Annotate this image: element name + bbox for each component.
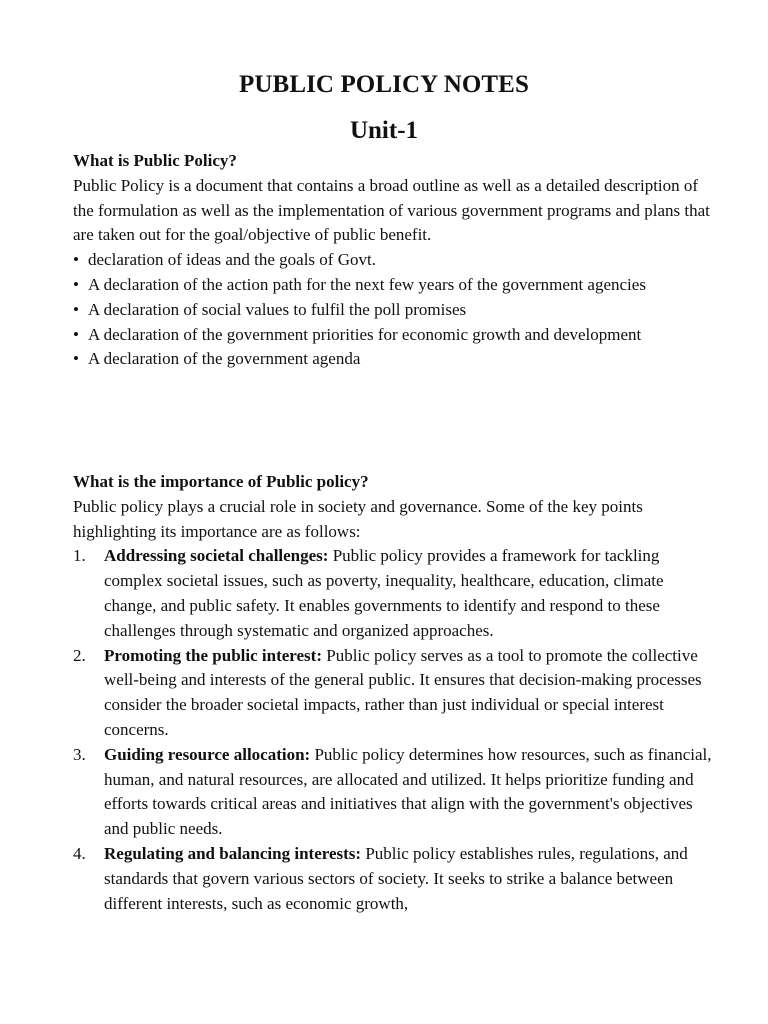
page-title: PUBLIC POLICY NOTES [239,71,529,98]
item-number: 3. [73,744,86,764]
declaration-list [73,248,713,372]
numbered-item [73,544,713,643]
list-item [73,323,713,348]
list-item-text: A declaration of the government priorities for economic growth and development [88,324,642,344]
list-item-text: A declaration of social values to fulfil the poll promises [88,299,467,319]
list-item [73,347,713,372]
item-number: 1. [73,546,86,566]
item-number: 4. [73,843,86,863]
bullet-icon: • [73,250,79,270]
unit-title: Unit-1 [349,117,419,144]
definition-paragraph: Public Policy is a document that contains a broad outline as well as a detailed description of the formulation as well as the implementation of various government programs and plans that are taken out for the goal/objective of public benefit. [73,175,710,245]
numbered-item [73,842,713,916]
item-text: Public policy serves as a tool to promote the collective well-being and interests of the general public. It ensures that decision-making processes consider the broader societal impacts, rather than just individual or special interest concerns. [104,645,702,739]
section-heading: What is Public Policy? [73,151,237,170]
list-item [73,273,713,298]
numbered-item [73,644,713,743]
list-item-text: A declaration of the action path for the next few years of the government agencies [88,274,646,294]
section-what-is-public-policy [73,149,713,372]
item-title: Promoting the public interest: [104,645,322,665]
list-item-text: declaration of ideas and the goals of Govt. [88,250,376,270]
numbered-item [73,743,713,842]
item-title: Guiding resource allocation: [104,744,311,764]
section-importance-of-public-policy [73,470,713,916]
item-text: Public policy determines how resources, such as financial, human, and natural resources, are allocated and utilized. It helps prioritize funding and efforts towards critical areas and initiatives that align with the government's objectives and public needs. [104,744,712,839]
list-item-text: A declaration of the government agenda [88,349,361,369]
importance-list [73,544,713,916]
bullet-icon: • [73,324,79,344]
item-title: Regulating and balancing interests: [104,843,362,863]
list-item [73,298,713,323]
bullet-icon: • [73,349,79,369]
bullet-icon: • [73,274,79,294]
item-text: Public policy provides a framework for tackling complex societal issues, such as poverty, inequality, healthcare, education, climate change, and public safety. It enables governments to identify and respond to these challenges through systematic and organized approaches. [104,546,664,640]
section-heading: What is the importance of Public policy? [73,472,369,491]
list-item [73,248,713,273]
bullet-icon: • [73,299,79,319]
item-number: 2. [73,645,86,665]
intro-paragraph: Public policy plays a crucial role in society and governance. Some of the key points highlighting its importance are as follows: [73,496,643,541]
item-title: Addressing societal challenges: [104,546,329,566]
item-text: Public policy establishes rules, regulations, and standards that govern various sectors of society. It seeks to strike a balance between different interests, such as economic growth, [104,843,688,913]
